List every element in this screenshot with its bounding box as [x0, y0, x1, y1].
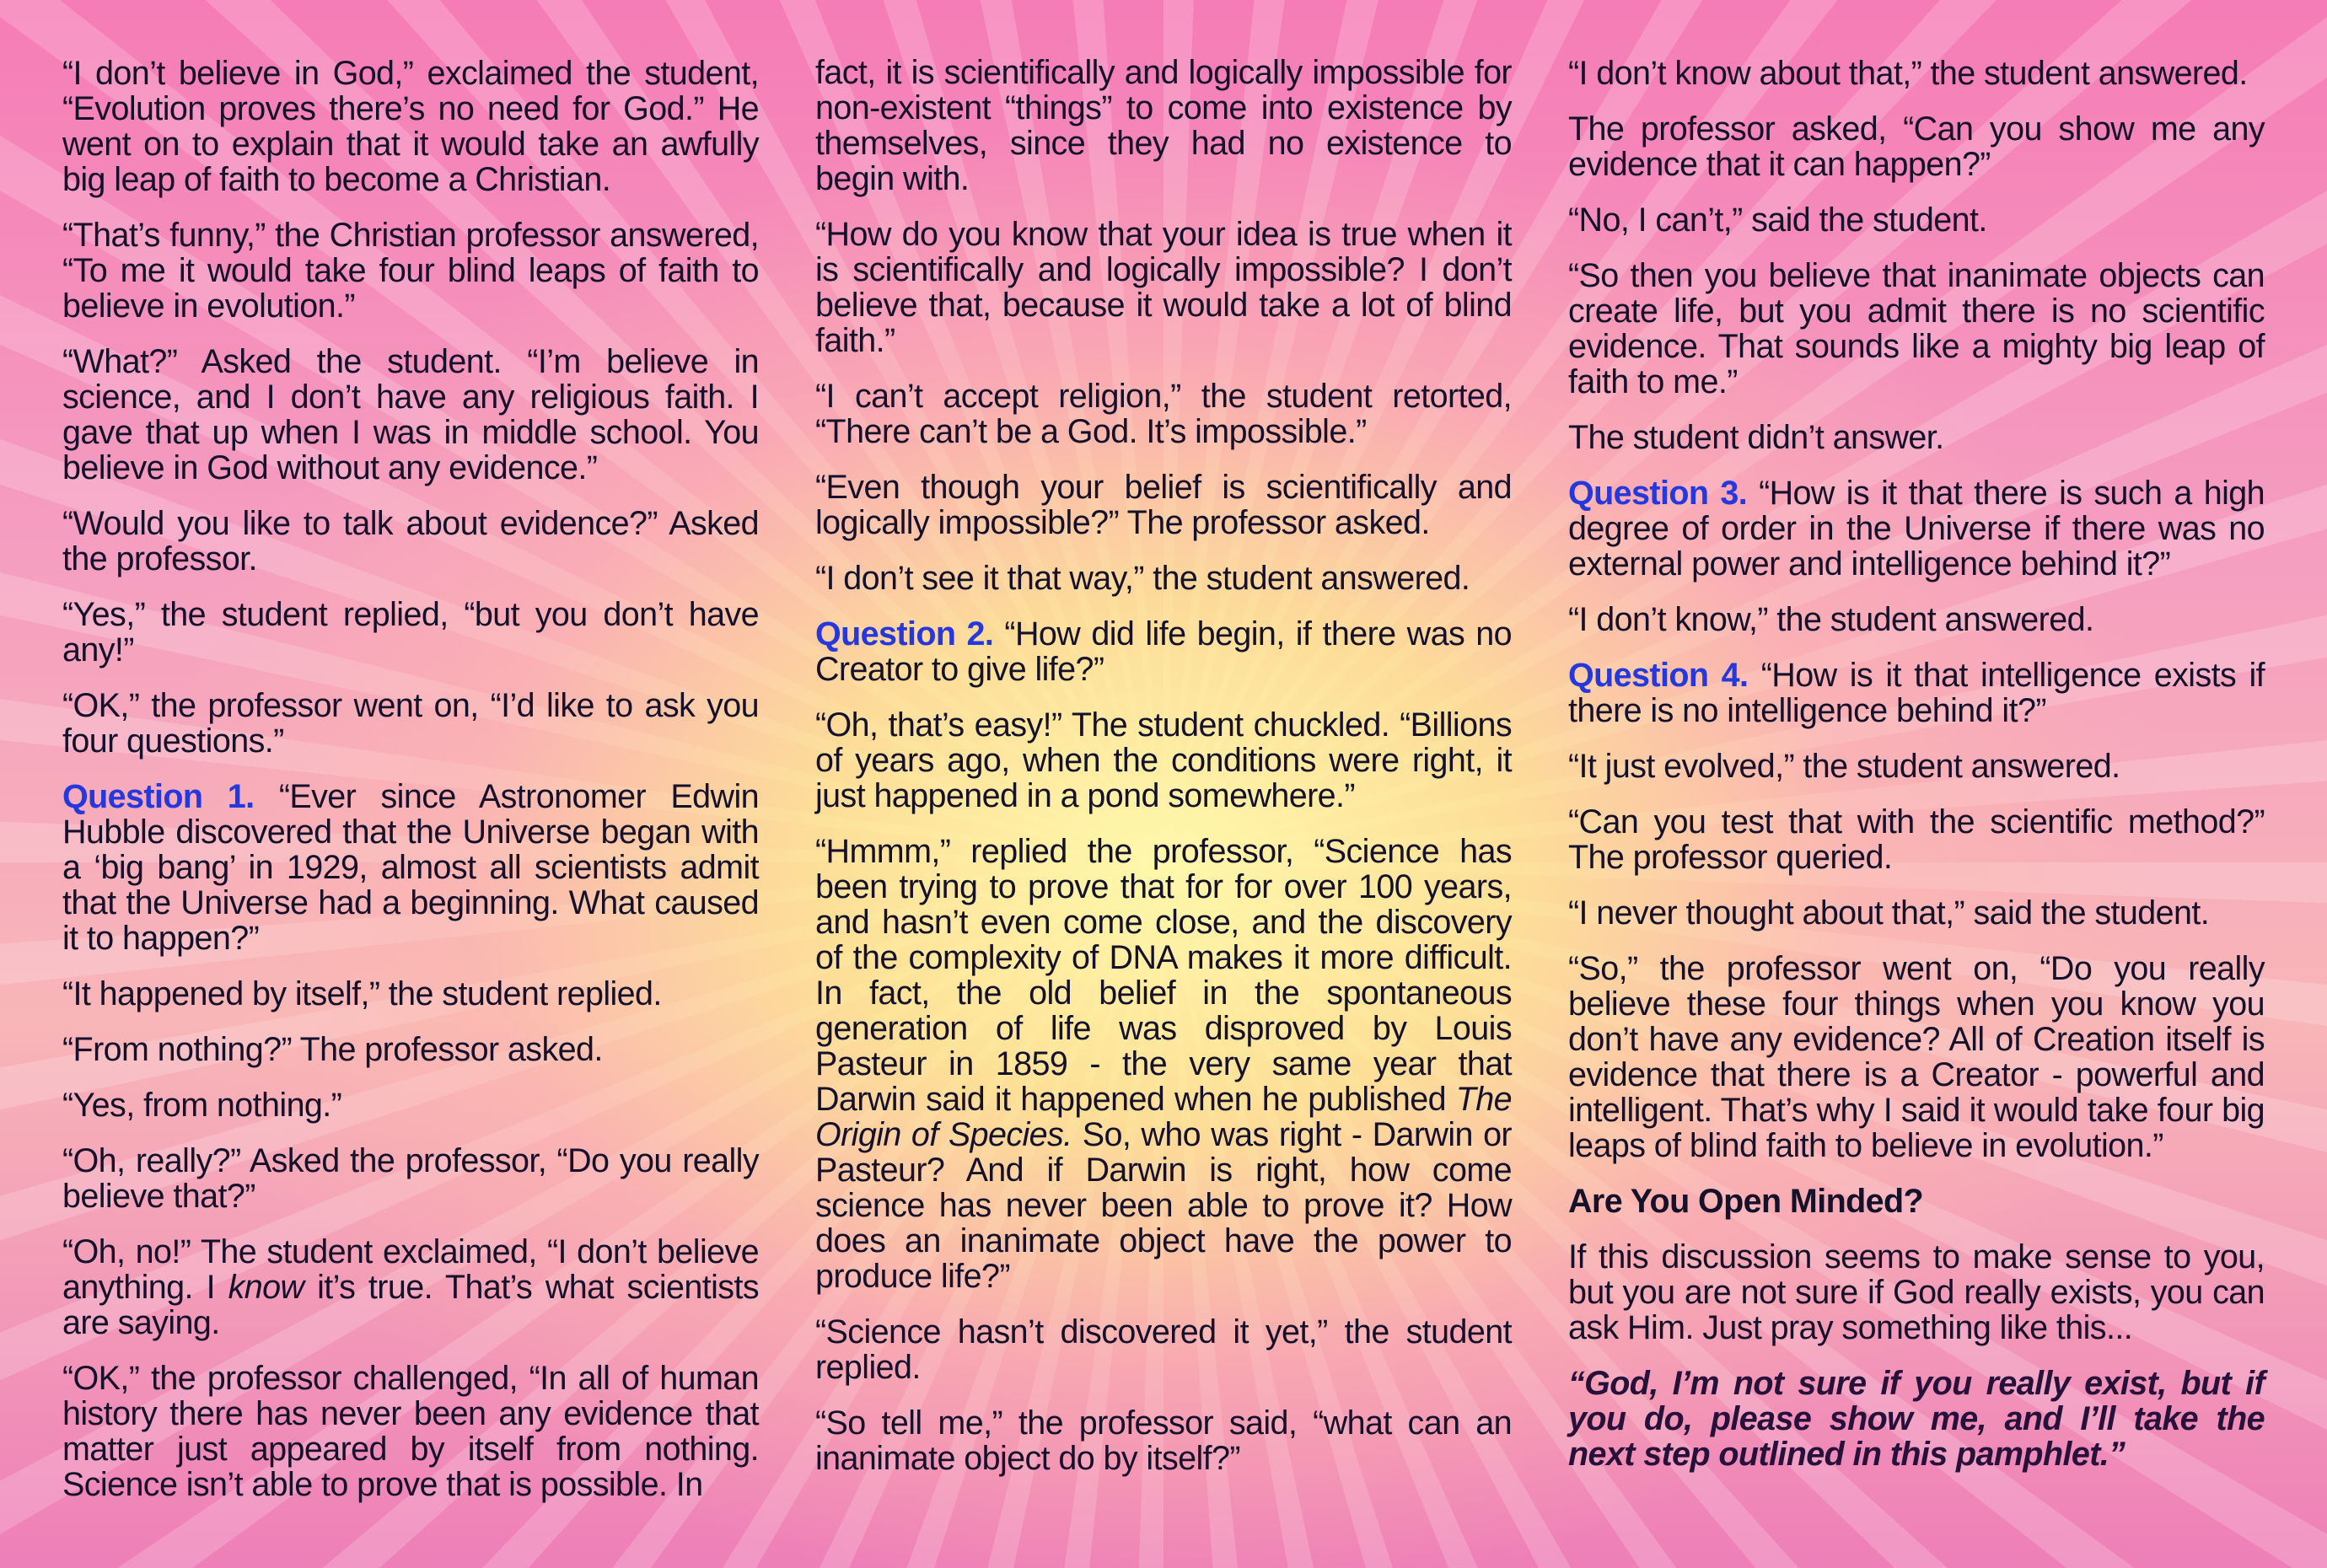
- paragraph: [62, 217, 759, 324]
- closing-paragraph: If this discussion seems to make sense to you, but you are not sure if God really exists, you can ask Him. Just pray something like this...: [1568, 1238, 2265, 1346]
- question-paragraph: [815, 616, 1512, 687]
- paragraph: [62, 506, 759, 577]
- paragraph: [1568, 56, 2265, 91]
- paragraph: [815, 379, 1512, 449]
- emphasis-text: know: [228, 1269, 304, 1306]
- paragraph-text: “I don’t know about that,” the student answered.: [1568, 55, 2248, 92]
- paragraph: [815, 55, 1512, 196]
- question-paragraph: [1568, 475, 2265, 582]
- paragraph-text: “Oh, no!” The student exclaimed, “I don’t believe anything. I: [62, 1233, 759, 1306]
- paragraph: [815, 217, 1512, 358]
- paragraph-text: “Would you like to talk about evidence?” Asked the professor.: [62, 505, 759, 577]
- paragraph: [62, 1032, 759, 1067]
- paragraph: [1568, 111, 2265, 182]
- paragraph: [1568, 951, 2265, 1163]
- question-paragraph: [1568, 658, 2265, 728]
- paragraph-text: “Even though your belief is scientifically and logically impossible?” The professor asked.: [815, 469, 1512, 541]
- column-2: [815, 55, 1512, 1496]
- paragraph: [1568, 895, 2265, 931]
- paragraph: [815, 561, 1512, 596]
- paragraph: [62, 1234, 759, 1340]
- paragraph: [1568, 749, 2265, 784]
- paragraph: [62, 597, 759, 668]
- paragraph-text: “So tell me,” the professor said, “what can an inanimate object do by itself?”: [815, 1404, 1512, 1477]
- paragraph-text: “Ever since Astronomer Edwin Hubble discovered that the Universe began with a ‘big bang’ in 1929, almost all scientists admit that the Universe had a beginning. What caused it to happen?”: [62, 778, 759, 957]
- paragraph-text: “I don’t see it that way,” the student answered.: [815, 560, 1470, 597]
- question-label: Question 4.: [1568, 657, 1749, 694]
- paragraph: [62, 1143, 759, 1214]
- paragraph: [815, 1405, 1512, 1476]
- paragraph: [62, 56, 759, 197]
- paragraph-text: “That’s funny,” the Christian professor answered, “To me it would take four blind leaps of faith to believe in evolution.”: [62, 217, 759, 325]
- paragraph-text: “So,” the professor went on, “Do you really believe these four things when you know you don’t have any evidence? All of Creation itself is evidence that there is a Creator - powerful and intelligent. That’s why I said it would take four big leaps of blind faith to believe in evolution.”: [1568, 950, 2265, 1164]
- paragraph: [815, 707, 1512, 814]
- paragraph: [1568, 602, 2265, 637]
- paragraph: [1568, 804, 2265, 875]
- column-3: [1568, 56, 2265, 1492]
- paragraph-text: “How do you know that your idea is true when it is scientifically and logically impossible? I don’t believe that, because it would take a lot of blind faith.”: [815, 216, 1512, 359]
- paragraph-text: “Oh, that’s easy!” The student chuckled. “Billions of years ago, when the conditions were right, it just happened in a pond somewhere.”: [815, 706, 1512, 814]
- paragraph-text-continued: So, who was right - Darwin or Pasteur? And if Darwin is right, how come science has never been able to prove it? How does an inanimate object have the power to produce life?”: [815, 1116, 1512, 1295]
- paragraph-text: The student didn’t answer.: [1568, 419, 1944, 456]
- column-1: [62, 56, 759, 1522]
- paragraph: [62, 344, 759, 486]
- paragraph-text: “Can you test that with the scientific method?” The professor queried.: [1568, 803, 2265, 876]
- paragraph-text: “How is it that intelligence exists if there is no intelligence behind it?”: [1568, 657, 2265, 729]
- paragraph: [1568, 202, 2265, 238]
- question-label: Question 3.: [1568, 475, 1748, 512]
- paragraph-text: “OK,” the professor went on, “I’d like to ask you four questions.”: [62, 687, 759, 760]
- paragraph-text: “I can’t accept religion,” the student retorted, “There can’t be a God. It’s impossible.”: [815, 378, 1512, 450]
- paragraph-text: “I never thought about that,” said the student.: [1568, 894, 2210, 932]
- paragraph: [1568, 258, 2265, 400]
- prayer-quote: “God, I’m not sure if you really exist, but if you do, please show me, and I’ll take the next step outlined in this pamphlet.”: [1568, 1365, 2265, 1473]
- paragraph-text-continued: it’s true. That’s what scientists are saying.: [62, 1269, 759, 1341]
- paragraph-text: “What?” Asked the student. “I’m believe in science, and I don’t have any religious faith. I gave that up when I was in middle school. You believe in God without any evidence.”: [62, 343, 759, 486]
- emphasis-text: The Origin of Species.: [815, 1081, 1512, 1153]
- paragraph-text: “No, I can’t,” said the student.: [1568, 201, 1987, 239]
- column-3-paragraphs: [1568, 56, 2265, 1163]
- section-heading: Are You Open Minded?: [1568, 1183, 1924, 1220]
- paragraph: [815, 470, 1512, 540]
- paragraph-text: “Yes, from nothing.”: [62, 1087, 342, 1124]
- question-label: Question 2.: [815, 615, 994, 652]
- paragraph-text: “Science hasn’t discovered it yet,” the student replied.: [815, 1313, 1512, 1386]
- paragraph-text: “OK,” the professor challenged, “In all of human history there has never been any evidence that matter just appeared by itself from nothing. Science isn’t able to prove that is possible. In: [62, 1360, 759, 1503]
- paragraph-text: “How is it that there is such a high degree of order in the Universe if there was no external power and intelligence behind it?”: [1568, 475, 2265, 583]
- paragraph-text: “Oh, really?” Asked the professor, “Do you really believe that?”: [62, 1142, 759, 1215]
- paragraph-text: fact, it is scientifically and logically impossible for non-existent “things” to come into existence by themselves, since they had no existence to begin with.: [815, 54, 1512, 197]
- question-label: Question 1.: [62, 778, 255, 815]
- paragraph: [62, 688, 759, 759]
- paragraph-text: “Hmmm,” replied the professor, “Science has been trying to prove that for for over 100 years, and hasn’t even come close, and the discovery of the complexity of DNA makes it more difficult. In fact, the old belief in the spontaneous generation of life was disproved by Louis Pasteur in 1859 - the very same year that Darwin said it happened when he published: [815, 833, 1512, 1118]
- paragraph-text: “I don’t believe in God,” exclaimed the student, “Evolution proves there’s no need for God.” He went on to explain that it would take an awfully big leap of faith to become a Christian.: [62, 55, 759, 198]
- paragraph-text: “It just evolved,” the student answered.: [1568, 748, 2120, 785]
- paragraph-text: “It happened by itself,” the student replied.: [62, 975, 662, 1012]
- paragraph: [62, 1361, 759, 1502]
- paragraph-text: “Yes,” the student replied, “but you don’t have any!”: [62, 596, 759, 669]
- paragraph-text: The professor asked, “Can you show me any evidence that it can happen?”: [1568, 110, 2265, 183]
- paragraph-text: “How did life begin, if there was no Creator to give life?”: [815, 615, 1512, 688]
- question-paragraph: [62, 779, 759, 956]
- paragraph: [62, 1087, 759, 1123]
- paragraph-text: “From nothing?” The professor asked.: [62, 1031, 603, 1068]
- paragraph: [62, 976, 759, 1012]
- paragraph: [815, 1314, 1512, 1385]
- paragraph: [1568, 420, 2265, 455]
- paragraph-text: “So then you believe that inanimate objects can create life, but you admit there is no scientific evidence. That sounds like a mighty big leap of faith to me.”: [1568, 257, 2265, 400]
- paragraph: [815, 834, 1512, 1294]
- paragraph-text: “I don’t know,” the student answered.: [1568, 601, 2094, 638]
